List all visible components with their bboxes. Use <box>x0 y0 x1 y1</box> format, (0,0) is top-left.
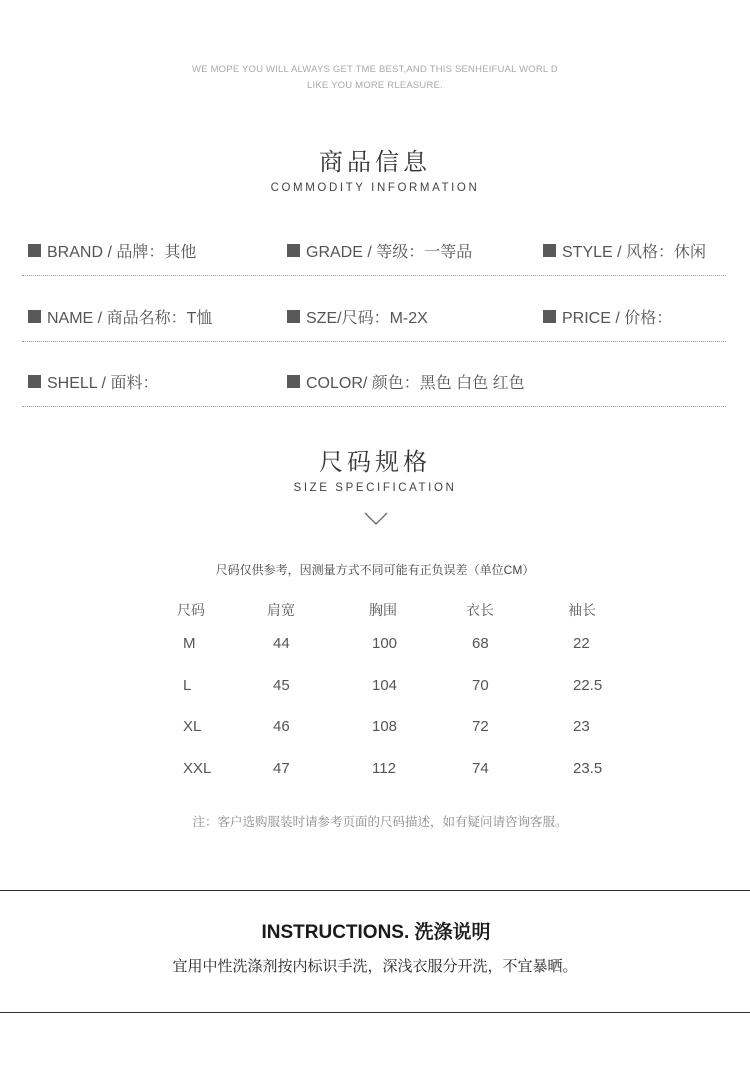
info-row <box>22 366 726 407</box>
table-cell: L <box>183 677 192 694</box>
info-item-text: STYLE / 风格：休闲 <box>562 244 707 261</box>
size-title: 尺码规格 <box>319 449 431 476</box>
info-item-text: BRAND / 品牌：其他 <box>47 244 197 261</box>
info-item-text: GRADE / 等级：一等品 <box>306 244 473 261</box>
commodity-subtitle: COMMODITY INFORMATION <box>270 182 480 194</box>
square-bullet-icon <box>287 375 300 388</box>
table-cell: 70 <box>472 677 489 694</box>
info-row <box>22 301 726 342</box>
table-cell: XL <box>183 718 202 735</box>
table-header: 袖长 <box>568 602 596 618</box>
size-subtitle: SIZE SPECIFICATION <box>293 482 457 494</box>
table-cell: 68 <box>472 635 489 652</box>
table-cell: 47 <box>273 760 290 777</box>
info-item-shell <box>28 370 158 393</box>
divider-top <box>0 890 750 891</box>
square-bullet-icon <box>543 244 556 257</box>
info-item-text: SHELL / 面料： <box>47 375 159 392</box>
square-bullet-icon <box>28 244 41 257</box>
table-cell: 74 <box>472 760 489 777</box>
table-cell: 23 <box>573 718 590 735</box>
square-bullet-icon <box>287 310 300 323</box>
size-note: 注：客户选购服装时请参考页面的尺码描述，如有疑问请咨询客服。 <box>192 815 568 829</box>
info-item-style <box>543 239 706 262</box>
square-bullet-icon <box>287 244 300 257</box>
table-cell: M <box>183 635 196 652</box>
table-header: 衣长 <box>466 602 494 618</box>
square-bullet-icon <box>28 310 41 323</box>
info-item-name <box>28 305 212 328</box>
square-bullet-icon <box>543 310 556 323</box>
table-cell: 22.5 <box>573 677 603 694</box>
commodity-title: 商品信息 <box>319 149 431 176</box>
info-item-text: NAME / 商品名称：T恤 <box>47 310 213 327</box>
table-cell: XXL <box>183 760 212 777</box>
table-cell: 72 <box>472 718 489 735</box>
table-cell: 112 <box>372 760 396 777</box>
info-row <box>22 235 726 276</box>
table-cell: 104 <box>372 677 398 694</box>
table-cell: 108 <box>372 718 398 735</box>
tagline-line1: WE MOPE YOU WILL ALWAYS GET TME BEST,AND THIS SENHEIFUAL WORL D <box>192 64 558 75</box>
table-cell: 23.5 <box>573 760 603 777</box>
size-hint: 尺码仅供参考，因测量方式不同可能有正负误差（单位CM） <box>215 563 535 577</box>
table-cell: 46 <box>273 718 290 735</box>
instructions-text: 宜用中性洗涤剂按内标识手洗，深浅衣服分开洗，不宜暴晒。 <box>172 958 578 975</box>
square-bullet-icon <box>28 375 41 388</box>
divider-bottom <box>0 1012 750 1013</box>
table-cell: 45 <box>273 677 290 694</box>
table-header: 胸围 <box>369 602 397 618</box>
table-header: 肩宽 <box>267 602 295 618</box>
table-cell: 44 <box>273 635 290 652</box>
info-item-text: COLOR/ 颜色：黑色 白色 红色 <box>306 375 525 392</box>
info-item-text: SZE/尺码：M-2X <box>306 310 428 327</box>
chevron-down-icon <box>364 512 388 526</box>
table-cell: 22 <box>573 635 590 652</box>
instructions-title: INSTRUCTIONS. 洗涤说明 <box>261 922 491 943</box>
info-item-grade <box>287 239 472 262</box>
table-cell: 100 <box>372 635 398 652</box>
info-item-brand <box>28 239 196 262</box>
info-item-size <box>287 305 428 328</box>
info-item-text: PRICE / 价格： <box>562 310 673 327</box>
info-item-color <box>287 370 525 393</box>
tagline-line2: LIKE YOU MORE RLEASURE. <box>307 80 443 91</box>
table-header: 尺码 <box>177 602 205 618</box>
info-item-price <box>543 305 672 328</box>
